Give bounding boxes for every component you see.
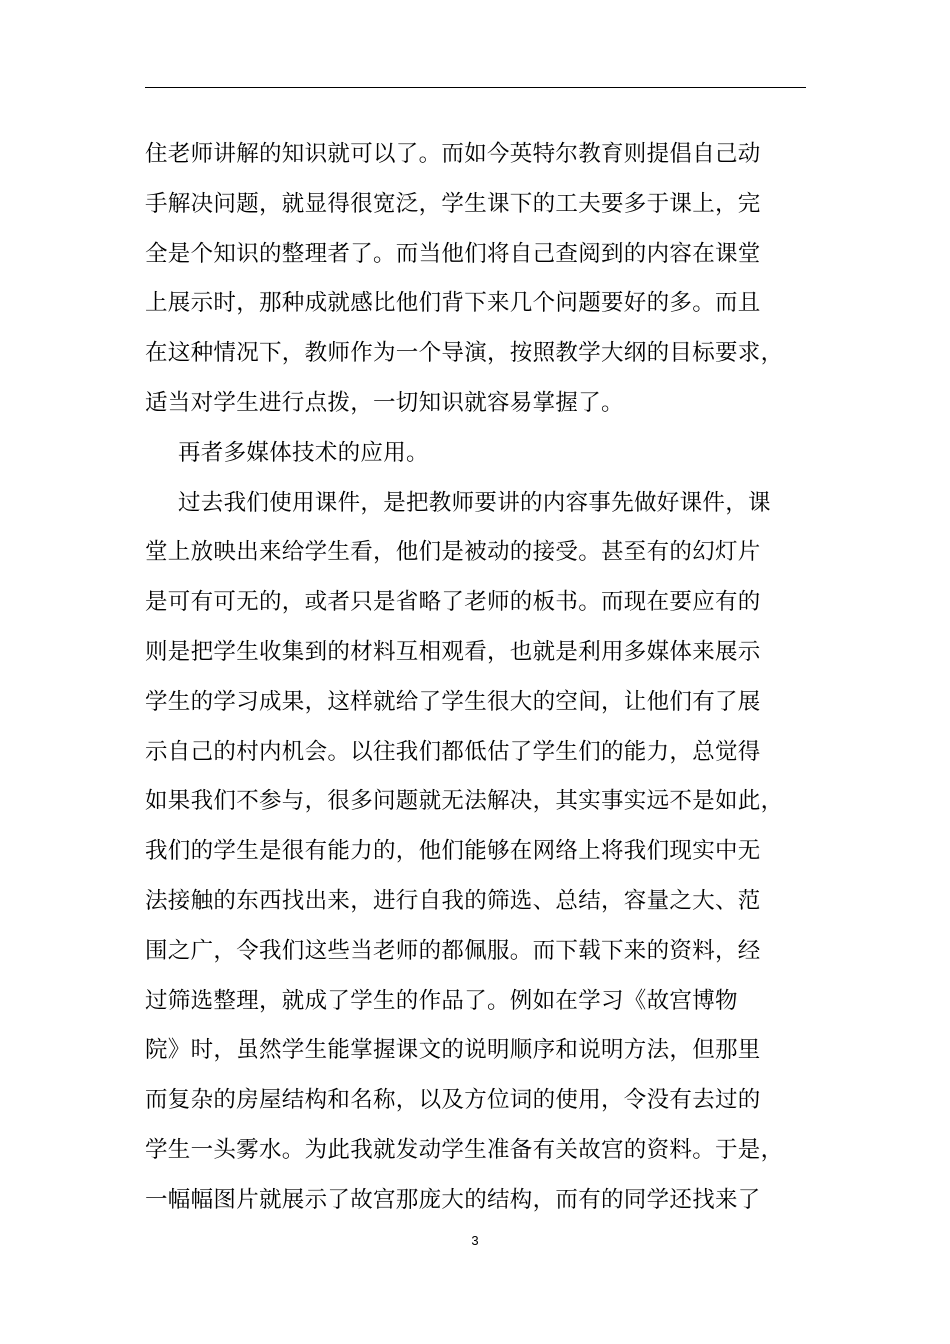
text-line: 示自己的村内机会。以往我们都低估了学生们的能力，总觉得 (145, 738, 761, 765)
text-line: 适当对学生进行点拨，一切知识就容易掌握了。 (145, 389, 624, 416)
text-line: 如果我们不参与，很多问题就无法解决，其实事实远不是如此， (145, 788, 784, 815)
document-body (145, 130, 835, 1226)
text-line: 学生一头雾水。为此我就发动学生准备有关故宫的资料。于是， (145, 1136, 784, 1163)
text-line: 而复杂的房屋结构和名称，以及方位词的使用，令没有去过的 (145, 1087, 761, 1114)
text-line: 学生的学习成果，这样就给了学生很大的空间，让他们有了展 (145, 688, 761, 715)
text-line: 则是把学生收集到的材料互相观看，也就是利用多媒体来展示 (145, 638, 761, 665)
text-line: 一幅幅图片就展示了故宫那庞大的结构，而有的同学还找来了 (145, 1186, 761, 1213)
text-line: 法接触的东西找出来，进行自我的筛选、总结，容量之大、范 (145, 887, 761, 914)
text-line: 堂上放映出来给学生看，他们是被动的接受。甚至有的幻灯片 (145, 539, 761, 566)
text-line: 是可有可无的，或者只是省略了老师的板书。而现在要应有的 (145, 589, 761, 616)
text-line: 院》时，虽然学生能掌握课文的说明顺序和说明方法，但那里 (145, 1037, 761, 1064)
header-rule (145, 87, 806, 88)
text-line: 我们的学生是很有能力的，他们能够在网络上将我们现实中无 (145, 838, 761, 865)
text-line: 手解决问题，就显得很宽泛，学生课下的工夫要多于课上，完 (145, 190, 761, 217)
text-line: 过去我们使用课件，是把教师要讲的内容事先做好课件，课 (178, 489, 771, 516)
text-line: 全是个知识的整理者了。而当他们将自己查阅到的内容在课堂 (145, 240, 761, 267)
text-line: 上展示时，那种成就感比他们背下来几个问题要好的多。而且 (145, 290, 761, 317)
page-number: 3 (471, 1233, 479, 1248)
text-line: 过筛选整理，就成了学生的作品了。例如在学习《故宫博物 (145, 987, 738, 1014)
text-line: 再者多媒体技术的应用。 (178, 439, 429, 466)
text-line: 住老师讲解的知识就可以了。而如今英特尔教育则提倡自己动 (145, 141, 761, 167)
text-line: 在这种情况下，教师作为一个导演，按照教学大纲的目标要求， (145, 340, 784, 367)
text-line: 围之广，令我们这些当老师的都佩服。而下载下来的资料，经 (145, 937, 761, 964)
